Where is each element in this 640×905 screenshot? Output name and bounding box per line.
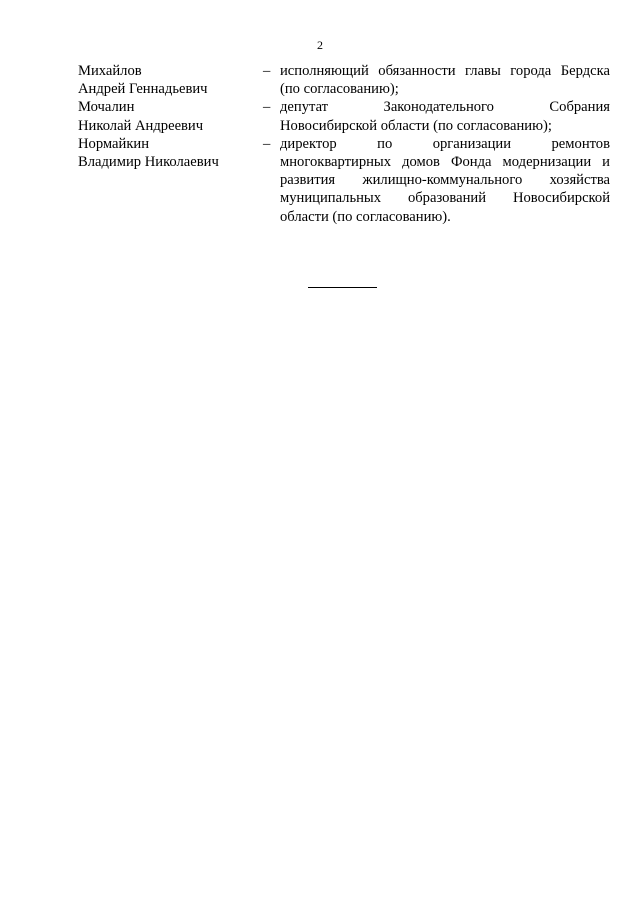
description-line: исполняющий обязанности главы города Бердска: [280, 63, 610, 79]
member-name: [78, 62, 258, 98]
member-given-name: Владимир Николаевич: [78, 154, 219, 171]
description-line: многоквартирных домов Фонда модернизации и: [280, 154, 610, 171]
description-line: депутат Законодательного Собрания: [280, 99, 610, 116]
member-dash: –: [263, 63, 271, 79]
member-dash: –: [263, 99, 271, 116]
member-description: [280, 62, 610, 98]
description-line: директор по организации ремонтов: [280, 135, 610, 152]
end-rule: [308, 287, 377, 288]
member-given-name: Николай Андреевич: [78, 117, 204, 134]
description-line: Новосибирской области (по согласованию);: [280, 117, 552, 134]
member-row: [78, 62, 610, 98]
member-surname: Михайлов: [78, 63, 142, 79]
member-row: [78, 98, 610, 134]
description-line: развития жилищно-коммунального хозяйства: [280, 172, 610, 189]
member-description: [280, 98, 610, 134]
page-number: 2: [317, 38, 323, 52]
description-line: области (по согласованию).: [280, 208, 451, 225]
member-surname: Мочалин: [78, 99, 135, 116]
member-surname: Нормайкин: [78, 135, 150, 152]
member-row: [78, 135, 610, 226]
member-given-name: Андрей Геннадьевич: [78, 81, 208, 98]
description-line: муниципальных образований Новосибирской: [280, 190, 610, 207]
description-line: (по согласованию);: [280, 81, 399, 98]
member-name: [78, 98, 258, 134]
member-description: [280, 135, 610, 226]
member-name: [78, 135, 258, 171]
member-list: [78, 62, 610, 226]
member-dash: –: [263, 135, 271, 152]
